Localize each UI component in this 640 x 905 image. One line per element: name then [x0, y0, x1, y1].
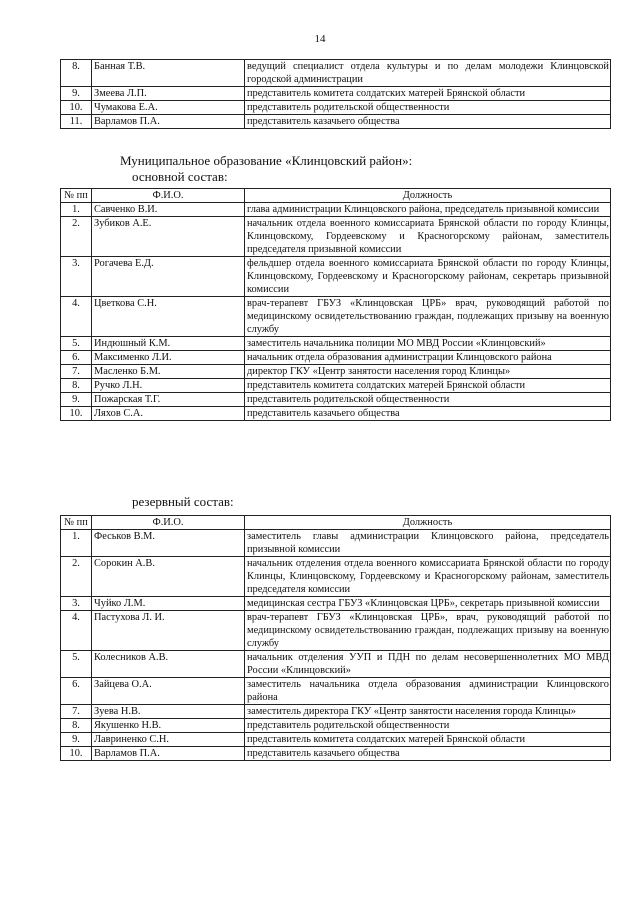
- member-name: Пожарская Т.Г.: [92, 393, 245, 407]
- row-number: 5.: [61, 651, 92, 678]
- member-position: начальник отделения отдела военного комиссариата Брянской области по городу Клинцы, Клинцовскому, Гордеевскому и Красногорскому районам, заместитель председателя комиссии: [245, 557, 611, 597]
- member-position: начальник отдела образования администрации Клинцовского района: [245, 351, 611, 365]
- row-number: 2.: [61, 557, 92, 597]
- member-name: Варламов П.А.: [92, 115, 245, 129]
- continued-members-table: [60, 59, 611, 129]
- header-number: № пп: [61, 189, 92, 203]
- main-composition-table: [60, 188, 611, 421]
- member-name: Чумакова Е.А.: [92, 101, 245, 115]
- member-position: заместитель начальника полиции МО МВД России «Клинцовский»: [245, 337, 611, 351]
- member-name: Сорокин А.В.: [92, 557, 245, 597]
- member-name: Варламов П.А.: [92, 747, 245, 761]
- row-number: 2.: [61, 217, 92, 257]
- member-name: Зуева Н.В.: [92, 705, 245, 719]
- table-row: [61, 87, 611, 101]
- header-number: № пп: [61, 516, 92, 530]
- member-name: Банная Т.В.: [92, 60, 245, 87]
- member-position: представитель родительской общественности: [245, 719, 611, 733]
- member-position: представитель родительской общественности: [245, 393, 611, 407]
- member-position: начальник отделения УУП и ПДН по делам несовершеннолетних МО МВД России «Клинцовский»: [245, 651, 611, 678]
- member-name: Максименко Л.И.: [92, 351, 245, 365]
- table-row: [61, 379, 611, 393]
- member-name: Лавриненко С.Н.: [92, 733, 245, 747]
- row-number: 6.: [61, 678, 92, 705]
- table-row: [61, 651, 611, 678]
- table-row: [61, 101, 611, 115]
- table-header-row: [61, 516, 611, 530]
- member-position: представитель родительской общественности: [245, 101, 611, 115]
- member-position: заместитель директора ГКУ «Центр занятости населения города Клинцы»: [245, 705, 611, 719]
- member-name: Змеева Л.П.: [92, 87, 245, 101]
- table-row: [61, 719, 611, 733]
- row-number: 1.: [61, 203, 92, 217]
- member-position: представитель казачьего общества: [245, 747, 611, 761]
- member-name: Рогачева Е.Д.: [92, 257, 245, 297]
- member-position: заместитель главы администрации Клинцовского района, председатель призывной комиссии: [245, 530, 611, 557]
- table-row: [61, 530, 611, 557]
- table-row: [61, 337, 611, 351]
- reserve-table-body: [61, 530, 611, 761]
- row-number: 3.: [61, 257, 92, 297]
- member-position: представитель комитета солдатских матерей Брянской области: [245, 733, 611, 747]
- member-name: Ручко Л.Н.: [92, 379, 245, 393]
- row-number: 9.: [61, 87, 92, 101]
- row-number: 7.: [61, 365, 92, 379]
- member-name: Чуйко Л.М.: [92, 597, 245, 611]
- table-row: [61, 557, 611, 597]
- member-position: фельдшер отдела военного комиссариата Брянской области по городу Клинцы, Клинцовскому, Гордеевскому и Красногорскому районам, секретарь призывной комиссии: [245, 257, 611, 297]
- row-number: 9.: [61, 733, 92, 747]
- member-position: глава администрации Клинцовского района, председатель призывной комиссии: [245, 203, 611, 217]
- table-row: [61, 60, 611, 87]
- member-position: представитель казачьего общества: [245, 407, 611, 421]
- member-name: Якушенко Н.В.: [92, 719, 245, 733]
- member-position: врач-терапевт ГБУЗ «Клинцовская ЦРБ» врач, руководящий работой по медицинскому освидетельствованию граждан, подлежащих призыву на военную службу: [245, 297, 611, 337]
- member-position: представитель комитета солдатских матерей Брянской области: [245, 87, 611, 101]
- row-number: 8.: [61, 379, 92, 393]
- row-number: 7.: [61, 705, 92, 719]
- member-name: Феськов В.М.: [92, 530, 245, 557]
- header-position: Должность: [245, 516, 611, 530]
- member-position: начальник отдела военного комиссариата Брянской области по городу Клинцы, Клинцовскому, Гордеевскому и Красногорскому районам, заместитель председателя призывной комиссии: [245, 217, 611, 257]
- row-number: 3.: [61, 597, 92, 611]
- table-row: [61, 351, 611, 365]
- member-position: заместитель начальника отдела образования администрации Клинцовского района: [245, 678, 611, 705]
- table-row: [61, 203, 611, 217]
- row-number: 8.: [61, 719, 92, 733]
- table-row: [61, 705, 611, 719]
- table-row: [61, 393, 611, 407]
- table-header-row: [61, 189, 611, 203]
- continued-table-body: [61, 60, 611, 129]
- member-name: Зайцева О.А.: [92, 678, 245, 705]
- reserve-composition-table: [60, 515, 611, 761]
- table-row: [61, 115, 611, 129]
- table-row: [61, 407, 611, 421]
- header-name: Ф.И.О.: [92, 516, 245, 530]
- member-name: Ляхов С.А.: [92, 407, 245, 421]
- table-row: [61, 365, 611, 379]
- member-name: Пастухова Л. И.: [92, 611, 245, 651]
- row-number: 10.: [61, 407, 92, 421]
- table-row: [61, 733, 611, 747]
- table-row: [61, 297, 611, 337]
- page-number: 14: [314, 33, 326, 45]
- row-number: 4.: [61, 297, 92, 337]
- row-number: 1.: [61, 530, 92, 557]
- table-row: [61, 597, 611, 611]
- member-name: Масленко Б.М.: [92, 365, 245, 379]
- member-position: ведущий специалист отдела культуры и по делам молодежи Клинцовской городской администрации: [245, 60, 611, 87]
- table-row: [61, 678, 611, 705]
- row-number: 6.: [61, 351, 92, 365]
- member-position: представитель казачьего общества: [245, 115, 611, 129]
- reserve-composition-heading: резервный состав:: [132, 494, 234, 509]
- header-position: Должность: [245, 189, 611, 203]
- table-row: [61, 217, 611, 257]
- table-row: [61, 747, 611, 761]
- row-number: 4.: [61, 611, 92, 651]
- main-table-body: [61, 203, 611, 421]
- member-position: врач-терапевт ГБУЗ «Клинцовская ЦРБ», врач, руководящий работой по медицинскому освидетельствованию граждан, подлежащих призыву на военную службу: [245, 611, 611, 651]
- member-position: директор ГКУ «Центр занятости населения город Клинцы»: [245, 365, 611, 379]
- member-name: Савченко В.И.: [92, 203, 245, 217]
- member-name: Зубиков А.Е.: [92, 217, 245, 257]
- header-name: Ф.И.О.: [92, 189, 245, 203]
- member-name: Цветкова С.Н.: [92, 297, 245, 337]
- member-position: представитель комитета солдатских матерей Брянской области: [245, 379, 611, 393]
- member-name: Индюшный К.М.: [92, 337, 245, 351]
- row-number: 10.: [61, 747, 92, 761]
- table-row: [61, 257, 611, 297]
- main-composition-heading: основной состав:: [132, 169, 228, 184]
- member-name: Колесников А.В.: [92, 651, 245, 678]
- row-number: 5.: [61, 337, 92, 351]
- table-row: [61, 611, 611, 651]
- municipality-heading: Муниципальное образование «Клинцовский район»:: [120, 153, 413, 168]
- row-number: 10.: [61, 101, 92, 115]
- row-number: 11.: [61, 115, 92, 129]
- row-number: 9.: [61, 393, 92, 407]
- row-number: 8.: [61, 60, 92, 87]
- member-position: медицинская сестра ГБУЗ «Клинцовская ЦРБ», секретарь призывной комиссии: [245, 597, 611, 611]
